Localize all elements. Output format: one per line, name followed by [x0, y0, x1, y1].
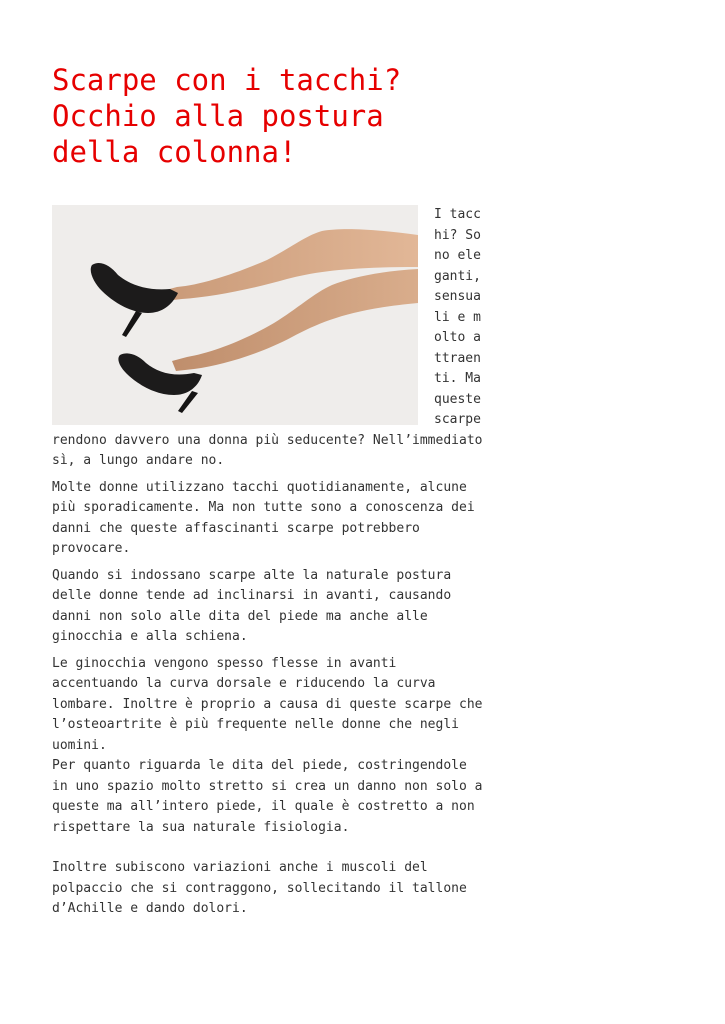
article — [52, 0, 484, 926]
article-title: Scarpe con i tacchi? Occhio alla postura della colonna! — [52, 63, 402, 169]
paragraph-spacer — [52, 844, 484, 858]
article-body — [52, 205, 484, 920]
paragraph-2: Molte donne utilizzano tacchi quotidianamente, alcune più sporadicamente. Ma non tutte sono a conoscenza dei danni che queste affascinanti scarpe potrebbero provocare. — [52, 479, 475, 556]
paragraph-4: Le ginocchia vengono spesso flesse in avanti accentuando la curva dorsale e riducendo la curva lombare. Inoltre è proprio a causa di queste scarpe che l’osteoartrite è più frequente nelle donne che negli uomini. — [52, 655, 483, 753]
paragraph-5: Per quanto riguarda le dita del piede, costringendole in uno spazio molto stretto si crea un danno non solo a queste ma all’intero piede, il quale è costretto a non rispettare la sua naturale fisiologia. — [52, 758, 483, 835]
paragraph-1: I tacchi? Sono eleganti, sensuali e molto attraenti. Ma queste scarpe rendono davvero una donna più seducente? Nell’immediato sì, a lungo andare no. — [52, 207, 483, 468]
paragraph-3: Quando si indossano scarpe alte la naturale postura delle donne tende ad inclinarsi in avanti, causando danni non solo alle dita del piede ma anche alle ginocchia e alla schiena. — [52, 567, 452, 644]
legs-high-heels-photo — [52, 205, 418, 425]
paragraph-6: Inoltre subiscono variazioni anche i muscoli del polpaccio che si contraggono, sollecitando il tallone d’Achille e dando dolori. — [52, 860, 467, 916]
